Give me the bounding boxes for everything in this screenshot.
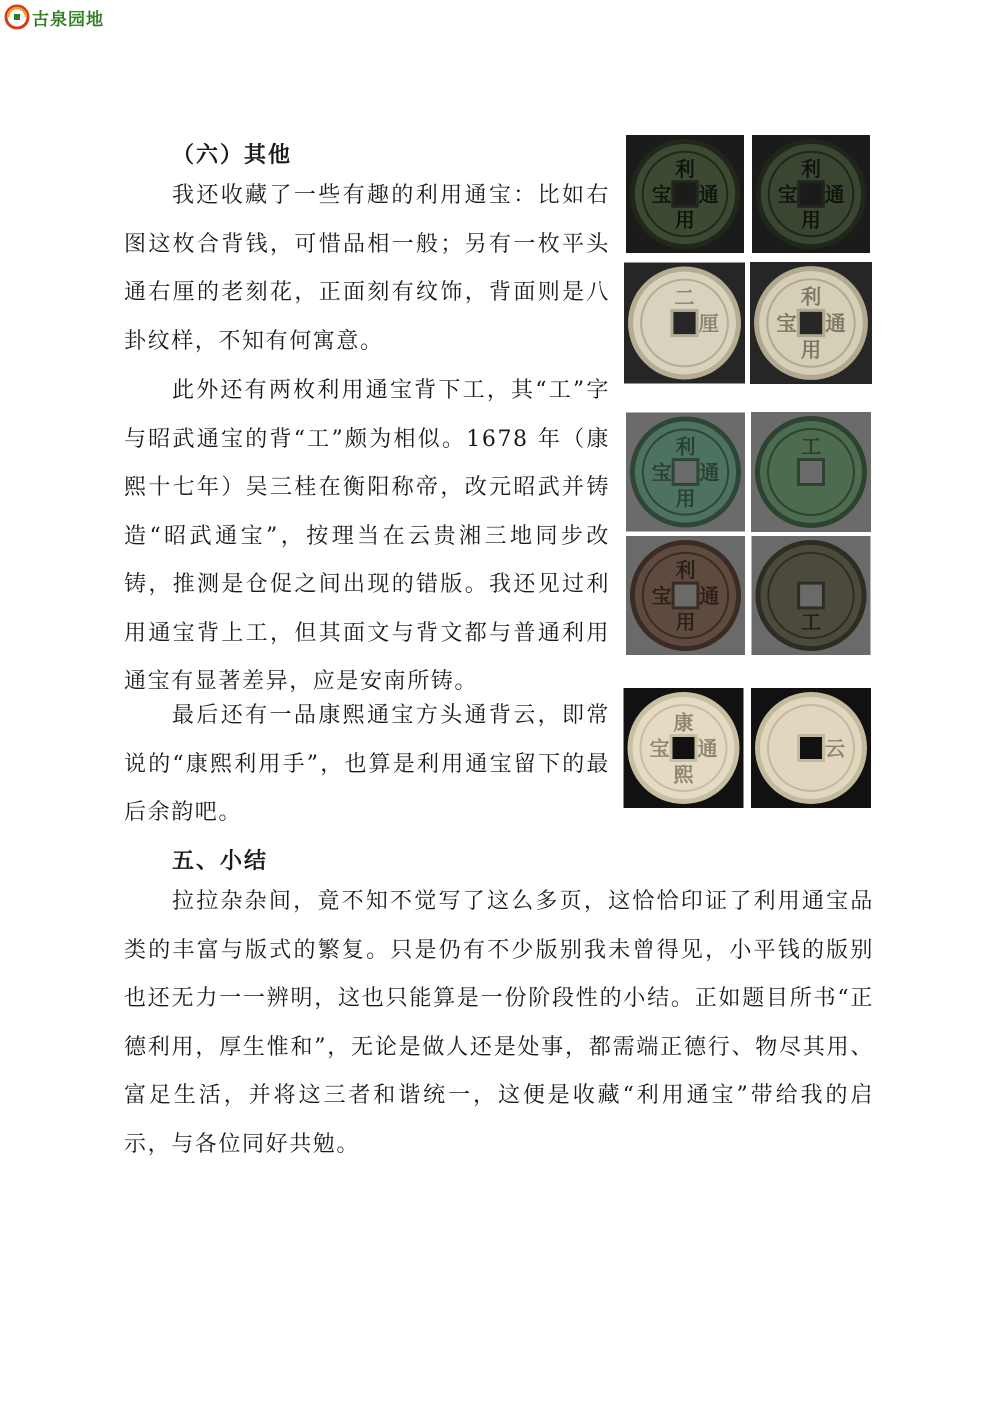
coin-image-heli-back-obverse <box>626 135 744 253</box>
coin-inscription: 通 <box>824 183 845 207</box>
coin-inscription: 宝 <box>777 183 798 207</box>
coin-inscription: 熙 <box>673 762 694 787</box>
coin-inscription: 用 <box>800 337 822 362</box>
coin-inscription: 工 <box>801 434 821 459</box>
logo-text: 古泉园地 <box>32 9 104 30</box>
section-title-summary: 五、小结 <box>172 848 269 874</box>
coin-inscription: 通 <box>697 736 718 761</box>
coin-inscription: 宝 <box>651 183 672 207</box>
coin-image-gong-1-reverse <box>750 412 872 532</box>
coin-inscription: 康 <box>673 710 694 735</box>
coin-inscription: 用 <box>675 486 696 511</box>
paragraph-other-1: 我还收藏了一些有趣的利用通宝：比如右图这枚合背钱，可惜品相一般；另有一枚平头通右厘的老刻花，正面刻有纹饰，背面则是八卦纹样，不知有何寓意。 <box>124 183 610 354</box>
coin-inscription: 利 <box>675 157 695 181</box>
coin-inscription: 厘 <box>698 311 719 336</box>
section-title-other: （六）其他 <box>172 142 293 168</box>
paragraph-other-2: 此外还有两枚利用通宝背下工，其“工”字与昭武通宝的背“工”颇为相似。1678 年（康熙十七年）吴三桂在衡阳称帝，改元昭武并铸造“昭武通宝”，按理当在云贵湘三地同步改铸，推测是仓促之间出现的错版。我还见过利用通宝背上工，但其面文与背文都与普通利用通宝有显著差异，应是安南所铸。 <box>124 378 610 694</box>
coin-inscription: 利 <box>801 157 821 181</box>
coin-inscription: 通 <box>699 460 720 485</box>
coin-inscription: 二 <box>674 285 695 310</box>
coin-image-kangxi-obverse <box>622 688 745 808</box>
coin-image-engraved-obverse <box>750 258 872 388</box>
coin-inscription: 通 <box>825 311 846 336</box>
coin-inscription: 宝 <box>649 736 670 761</box>
coin-image-gong-2-reverse <box>750 536 872 655</box>
coin-inscription: 用 <box>675 209 695 233</box>
coin-inscription: 通 <box>699 583 720 608</box>
paragraph-summary: 拉拉杂杂间，竟不知不觉写了这么多页，这恰恰印证了利用通宝品类的丰富与版式的繁复。只是仍有不少版别我未曾得见，小平钱的版别也还无力一一辨明，这也只能算是一份阶段性的小结。正如题目所书“正德利用，厚生惟和”，无论是做人还是处事，都需端正德行、物尽其用、富足生活，并将这三者和谐统一，这便是收藏“利用通宝”带给我的启示，与各位同好共勉。 <box>124 889 874 1157</box>
coin-image-gong-1-obverse <box>626 412 745 532</box>
coin-inscription: 云 <box>825 736 845 761</box>
coin-inscription: 利 <box>800 285 822 310</box>
coin-inscription: 通 <box>698 183 719 207</box>
coin-image-gong-2-obverse <box>626 536 745 655</box>
coin-inscription: 利 <box>675 558 696 583</box>
coin-inscription: 利 <box>675 434 696 459</box>
site-logo <box>4 4 104 30</box>
coin-inscription: 宝 <box>776 311 797 336</box>
coin-image-heli-back-reverse <box>750 135 872 253</box>
coin-image-engraved-reverse <box>624 258 745 388</box>
logo-icon <box>4 4 30 30</box>
coin-inscription: 用 <box>801 209 821 233</box>
coin-inscription: 用 <box>675 609 696 634</box>
coin-inscription: 宝 <box>651 583 672 608</box>
coin-image-kangxi-reverse <box>750 688 872 808</box>
coin-inscription: 宝 <box>651 460 672 485</box>
paragraph-other-3: 最后还有一品康熙通宝方头通背云，即常说的“康熙利用手”，也算是利用通宝留下的最后余韵吧。 <box>124 703 610 825</box>
coin-inscription: 工 <box>801 609 821 634</box>
